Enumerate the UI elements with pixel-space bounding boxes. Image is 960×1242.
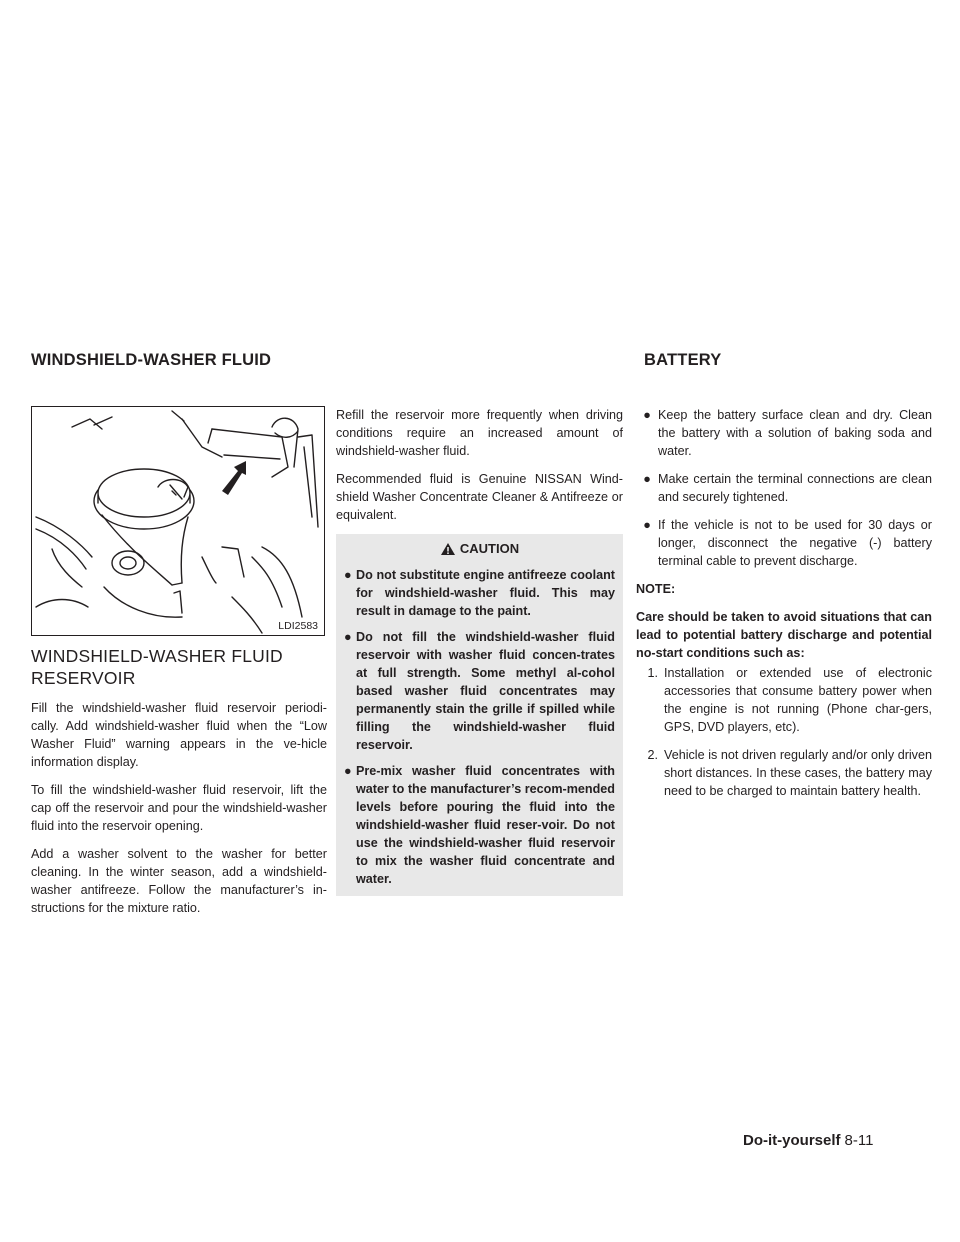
caution-item: ● Pre-mix washer fluid concentrates with water to the manufacturer’s recom-mended levels before pouring the fluid into the windshield-washer fluid reser-voir. Do not use the windshield-washer fluid reservoir to mix the washer fluid concentrate and water. [344, 764, 615, 886]
bullet-icon: ● [643, 518, 651, 532]
bullet-icon: ● [344, 630, 352, 644]
note-list-item: 1. Installation or extended use of electronic accessories that consume battery power when the engine is not running (Phone char-gers, GPS, DVD players, etc). [647, 666, 932, 734]
figure-label: LDI2583 [278, 620, 318, 632]
battery-bullet: ● Keep the battery surface clean and dry. Clean the battery with a solution of baking soda and water. [636, 406, 932, 460]
page-number: 8-11 [844, 1132, 874, 1149]
column-left [31, 406, 327, 927]
refill-paragraph: Refill the reservoir more frequently when driving conditions require an increased amount of windshield-washer fluid. [336, 408, 623, 458]
note-label: NOTE: [636, 582, 676, 596]
washer-reservoir-figure [31, 406, 325, 636]
washer-reservoir-title: WINDSHIELD-WASHER FLUID RESERVOIR [31, 646, 283, 688]
bullet-icon: ● [643, 472, 651, 486]
note-list-item: 2. Vehicle is not driven regularly and/or only driven short distances. In these cases, the battery may need to be charged to maintain battery health. [647, 748, 932, 798]
battery-bullet: ● Make certain the terminal connections are clean and securely tightened. [636, 470, 932, 506]
page-footer [743, 1132, 873, 1149]
section-header-battery: BATTERY [644, 351, 722, 369]
washer-paragraph-1: Fill the windshield-washer fluid reservoir periodi-cally. Add windshield-washer fluid when the “Low Washer Fluid” warning appears in the ve-hicle information display. [31, 701, 327, 769]
warning-triangle-icon [440, 542, 456, 556]
section-header-washer-fluid: WINDSHIELD-WASHER FLUID [31, 351, 272, 369]
caution-box [336, 534, 623, 896]
bullet-icon: ● [344, 764, 352, 778]
washer-reservoir-illustration [32, 407, 324, 635]
footer-section-name: Do-it-yourself [743, 1132, 841, 1149]
bullet-icon: ● [643, 408, 651, 422]
washer-paragraph-2: To fill the windshield-washer fluid reservoir, lift the cap off the reservoir and pour the windshield-washer fluid into the reservoir opening. [31, 783, 327, 833]
caution-item: ● Do not fill the windshield-washer fluid reservoir with washer fluid concen-trates at full strength. Some methyl al-cohol based washer fluid concentrates may permanently stain the grille if spilled while filling the windshield-washer fluid reservoir. [344, 630, 615, 752]
caution-heading [344, 540, 615, 558]
recommended-fluid-paragraph: Recommended fluid is Genuine NISSAN Wind-shield Washer Concentrate Cleaner & Antifreeze or equivalent. [336, 472, 623, 522]
caution-title: CAUTION [459, 541, 520, 556]
column-right [636, 406, 932, 810]
bullet-icon: ● [344, 568, 352, 582]
column-middle [336, 406, 623, 896]
note-intro: Care should be taken to avoid situations that can lead to potential battery discharge and potential no-start conditions such as: [636, 610, 932, 660]
battery-bullet: ● If the vehicle is not to be used for 30 days or longer, disconnect the negative (-) battery terminal cable to prevent discharge. [636, 516, 932, 570]
caution-item: ● Do not substitute engine antifreeze coolant for windshield-washer fluid. This may result in damage to the paint. [344, 568, 615, 618]
washer-paragraph-3: Add a washer solvent to the washer for better cleaning. In the winter season, add a windshield-washer antifreeze. Follow the manufacturer’s in-structions for the mixture ratio. [31, 847, 327, 915]
